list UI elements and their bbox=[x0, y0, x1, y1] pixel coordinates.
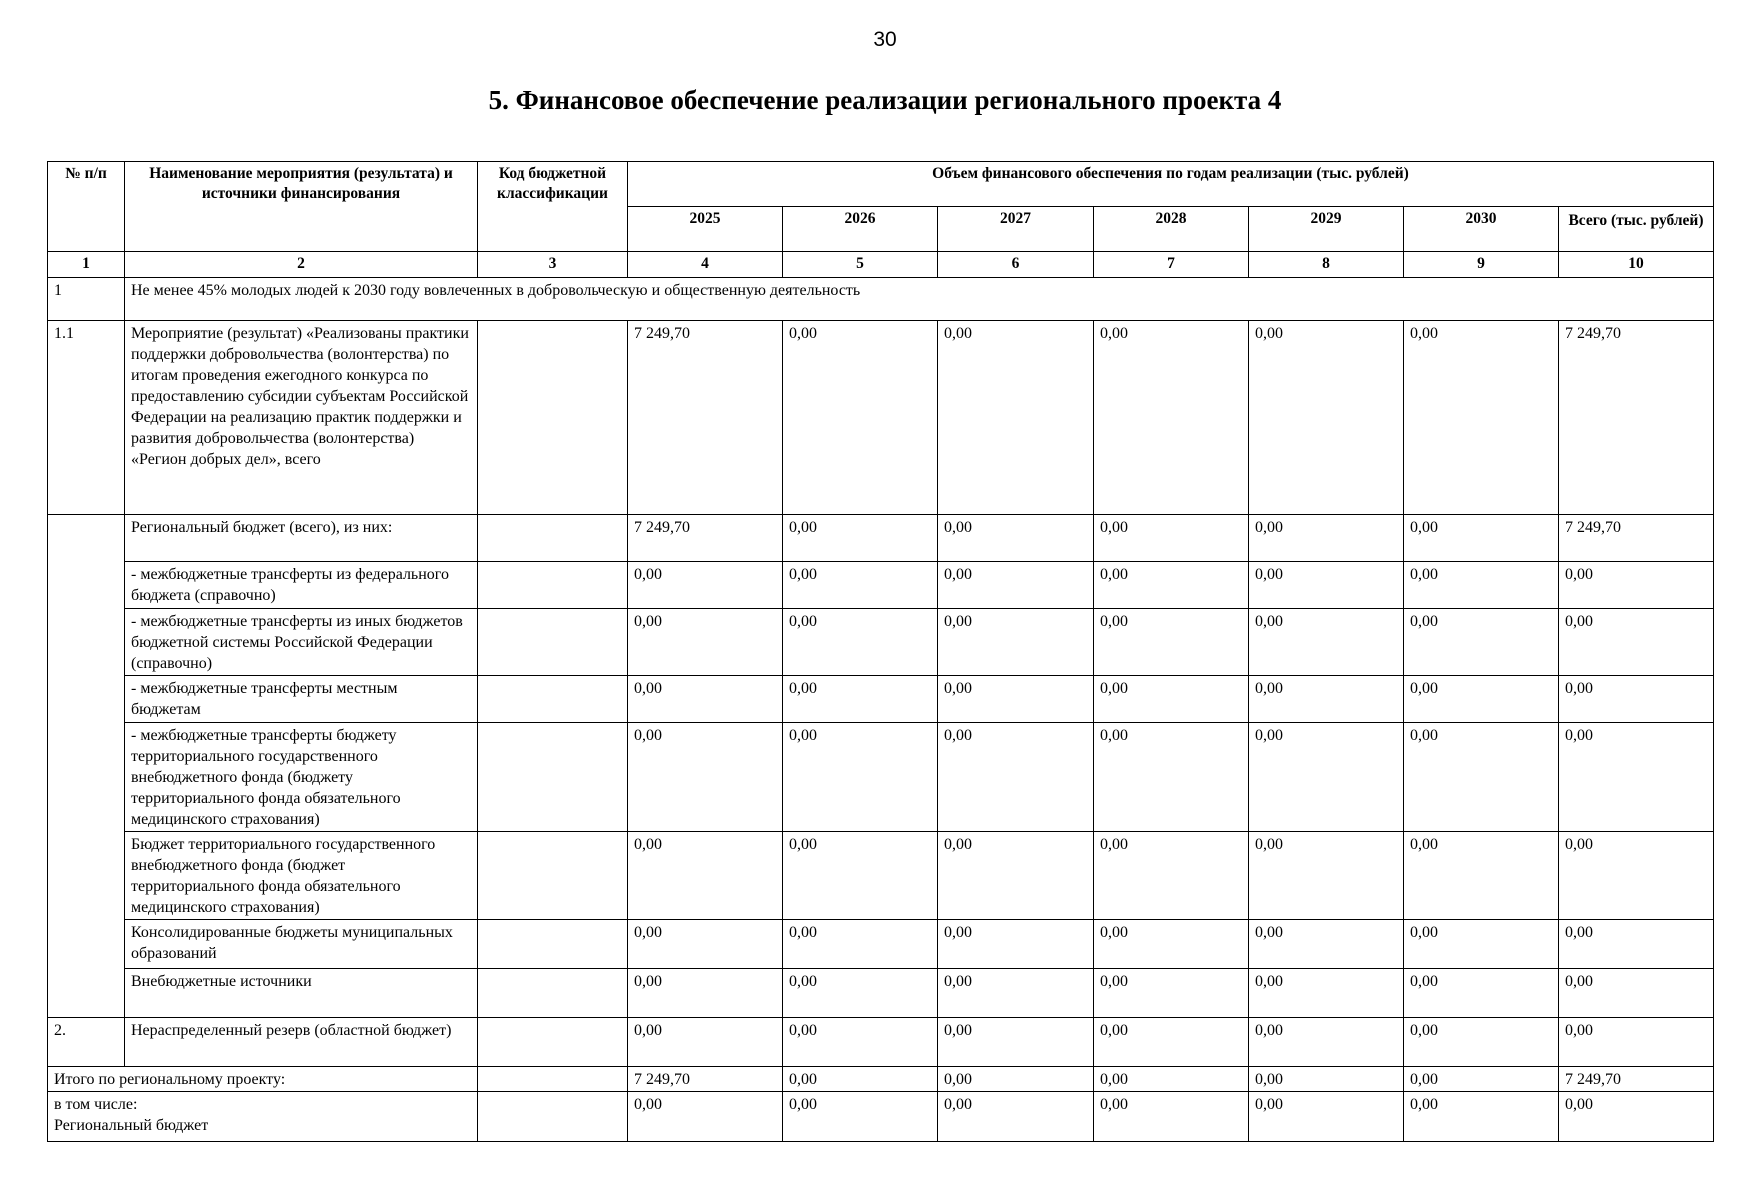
row-name: Бюджет территориального государственного внебюджетного фонда (бюджет территориального фонда обязательного медицинского страхования) bbox=[125, 832, 478, 920]
row-name: - межбюджетные трансферты из иных бюджетов бюджетной системы Российской Федерации (справочно) bbox=[125, 609, 478, 676]
row-year-value: 0,00 bbox=[628, 969, 783, 1018]
row-name: Внебюджетные источники bbox=[125, 969, 478, 1018]
row-budget-code bbox=[478, 609, 628, 676]
row-year-value: 0,00 bbox=[938, 1018, 1094, 1067]
row-total-value: 0,00 bbox=[1559, 1018, 1714, 1067]
total-label bbox=[48, 1092, 478, 1142]
row-year-value: 0,00 bbox=[628, 676, 783, 723]
row-number bbox=[48, 515, 125, 1018]
header-row bbox=[48, 162, 1714, 207]
row-total-value: 0,00 bbox=[1559, 723, 1714, 832]
row-total-value: 7 249,70 bbox=[1559, 321, 1714, 515]
row-year-value: 0,00 bbox=[1404, 676, 1559, 723]
section-number: 1 bbox=[48, 278, 125, 321]
total-value: 0,00 bbox=[1404, 1067, 1559, 1092]
row-year-value: 0,00 bbox=[938, 515, 1094, 562]
row-year-value: 0,00 bbox=[1094, 321, 1249, 515]
row-year-value: 0,00 bbox=[1094, 609, 1249, 676]
header-year: 2030 bbox=[1404, 207, 1559, 252]
row-year-value: 0,00 bbox=[1404, 1018, 1559, 1067]
column-number: 10 bbox=[1559, 252, 1714, 278]
row-number: 1.1 bbox=[48, 321, 125, 515]
row-year-value: 0,00 bbox=[1404, 920, 1559, 969]
row-year-value: 0,00 bbox=[628, 920, 783, 969]
row-year-value: 0,00 bbox=[1094, 515, 1249, 562]
total-row bbox=[48, 1092, 1714, 1142]
row-year-value: 0,00 bbox=[783, 723, 938, 832]
row-year-value: 0,00 bbox=[1094, 723, 1249, 832]
column-number: 4 bbox=[628, 252, 783, 278]
row-total-value: 0,00 bbox=[1559, 969, 1714, 1018]
row-year-value: 0,00 bbox=[1094, 1018, 1249, 1067]
page-number: 30 bbox=[873, 28, 897, 51]
page-title: 5. Финансовое обеспечение реализации регионального проекта 4 bbox=[488, 85, 1282, 115]
row-year-value: 0,00 bbox=[1404, 969, 1559, 1018]
total-value: 0,00 bbox=[1404, 1092, 1559, 1142]
table-row bbox=[48, 969, 1714, 1018]
header-num: № п/п bbox=[48, 162, 125, 252]
row-year-value: 7 249,70 bbox=[628, 321, 783, 515]
total-label: Итого по региональному проекту: bbox=[48, 1067, 478, 1092]
row-year-value: 0,00 bbox=[1094, 832, 1249, 920]
header-year: 2026 bbox=[783, 207, 938, 252]
row-year-value: 0,00 bbox=[628, 832, 783, 920]
row-year-value: 0,00 bbox=[938, 969, 1094, 1018]
row-year-value: 0,00 bbox=[783, 515, 938, 562]
row-year-value: 0,00 bbox=[1404, 832, 1559, 920]
header-year: 2028 bbox=[1094, 207, 1249, 252]
row-year-value: 0,00 bbox=[1404, 609, 1559, 676]
total-value: 0,00 bbox=[1249, 1067, 1404, 1092]
row-year-value: 0,00 bbox=[1404, 321, 1559, 515]
total-value: 0,00 bbox=[783, 1067, 938, 1092]
row-name: Консолидированные бюджеты муниципальных образований bbox=[125, 920, 478, 969]
table-row bbox=[48, 832, 1714, 920]
column-numbers-row bbox=[48, 252, 1714, 278]
row-year-value: 0,00 bbox=[783, 321, 938, 515]
total-value: 0,00 bbox=[783, 1092, 938, 1142]
row-year-value: 0,00 bbox=[938, 920, 1094, 969]
total-value: 0,00 bbox=[1094, 1067, 1249, 1092]
row-name: Нераспределенный резерв (областной бюджет) bbox=[125, 1018, 478, 1067]
row-total-value: 0,00 bbox=[1559, 676, 1714, 723]
row-total-value: 0,00 bbox=[1559, 562, 1714, 609]
table-row bbox=[48, 920, 1714, 969]
row-budget-code bbox=[478, 562, 628, 609]
row-budget-code bbox=[478, 969, 628, 1018]
row-year-value: 0,00 bbox=[1249, 321, 1404, 515]
table-row bbox=[48, 1018, 1714, 1067]
column-number: 1 bbox=[48, 252, 125, 278]
row-budget-code bbox=[478, 515, 628, 562]
column-number: 7 bbox=[1094, 252, 1249, 278]
row-year-value: 0,00 bbox=[1404, 723, 1559, 832]
header-total: Всего (тыс. рублей) bbox=[1559, 207, 1714, 252]
total-row bbox=[48, 1067, 1714, 1092]
row-year-value: 7 249,70 bbox=[628, 515, 783, 562]
row-budget-code bbox=[478, 832, 628, 920]
row-year-value: 0,00 bbox=[628, 1018, 783, 1067]
row-budget-code bbox=[478, 723, 628, 832]
row-year-value: 0,00 bbox=[628, 723, 783, 832]
total-value: 0,00 bbox=[628, 1092, 783, 1142]
row-year-value: 0,00 bbox=[1249, 1018, 1404, 1067]
total-value: 7 249,70 bbox=[628, 1067, 783, 1092]
row-name: - межбюджетные трансферты из федерального бюджета (справочно) bbox=[125, 562, 478, 609]
row-year-value: 0,00 bbox=[1249, 562, 1404, 609]
row-total-value: 7 249,70 bbox=[1559, 515, 1714, 562]
row-year-value: 0,00 bbox=[1094, 676, 1249, 723]
table-row bbox=[48, 609, 1714, 676]
row-year-value: 0,00 bbox=[783, 969, 938, 1018]
row-year-value: 0,00 bbox=[938, 676, 1094, 723]
row-name: Мероприятие (результат) «Реализованы практики поддержки добровольчества (волонтерства) по итогам проведения ежегодного конкурса по предоставлению субсидии субъектам Российской Федерации на реализацию практик поддержки и развития добровольчества (волонтерства) «Регион добрых дел», всего bbox=[125, 321, 478, 515]
table-row bbox=[48, 515, 1714, 562]
row-year-value: 0,00 bbox=[938, 723, 1094, 832]
row-budget-code bbox=[478, 676, 628, 723]
total-value: 0,00 bbox=[1249, 1092, 1404, 1142]
row-budget-code bbox=[478, 321, 628, 515]
column-number: 8 bbox=[1249, 252, 1404, 278]
row-year-value: 0,00 bbox=[1094, 969, 1249, 1018]
row-year-value: 0,00 bbox=[1249, 609, 1404, 676]
row-year-value: 0,00 bbox=[783, 609, 938, 676]
row-name: - межбюджетные трансферты местным бюджетам bbox=[125, 676, 478, 723]
row-year-value: 0,00 bbox=[1249, 676, 1404, 723]
column-number: 5 bbox=[783, 252, 938, 278]
row-total-value: 0,00 bbox=[1559, 609, 1714, 676]
total-label-line: Региональный бюджет bbox=[54, 1117, 209, 1134]
financing-table bbox=[47, 161, 1714, 1142]
column-number: 6 bbox=[938, 252, 1094, 278]
total-label-line: в том числе: bbox=[54, 1096, 138, 1113]
header-year: 2027 bbox=[938, 207, 1094, 252]
header-volume: Объем финансового обеспечения по годам реализации (тыс. рублей) bbox=[628, 162, 1714, 207]
row-year-value: 0,00 bbox=[1249, 920, 1404, 969]
column-number: 9 bbox=[1404, 252, 1559, 278]
row-total-value: 0,00 bbox=[1559, 832, 1714, 920]
row-year-value: 0,00 bbox=[938, 321, 1094, 515]
table-row bbox=[48, 723, 1714, 832]
row-year-value: 0,00 bbox=[1404, 515, 1559, 562]
row-year-value: 0,00 bbox=[783, 920, 938, 969]
total-value: 0,00 bbox=[1094, 1092, 1249, 1142]
row-year-value: 0,00 bbox=[628, 562, 783, 609]
total-value: 7 249,70 bbox=[1559, 1067, 1714, 1092]
row-budget-code bbox=[478, 1018, 628, 1067]
row-number: 2. bbox=[48, 1018, 125, 1067]
row-year-value: 0,00 bbox=[1404, 562, 1559, 609]
row-year-value: 0,00 bbox=[628, 609, 783, 676]
header-year: 2029 bbox=[1249, 207, 1404, 252]
row-year-value: 0,00 bbox=[938, 562, 1094, 609]
row-year-value: 0,00 bbox=[1094, 920, 1249, 969]
row-name: - межбюджетные трансферты бюджету территориального государственного внебюджетного фонда (бюджету территориального фонда обязательного медицинского страхования) bbox=[125, 723, 478, 832]
row-year-value: 0,00 bbox=[938, 609, 1094, 676]
row-name: Региональный бюджет (всего), из них: bbox=[125, 515, 478, 562]
header-name: Наименование мероприятия (результата) и источники финансирования bbox=[125, 162, 478, 252]
total-value: 0,00 bbox=[1559, 1092, 1714, 1142]
total-value: 0,00 bbox=[938, 1067, 1094, 1092]
total-budget-code bbox=[478, 1067, 628, 1092]
row-year-value: 0,00 bbox=[1249, 723, 1404, 832]
row-year-value: 0,00 bbox=[783, 562, 938, 609]
section-text: Не менее 45% молодых людей к 2030 году вовлеченных в добровольческую и общественную деятельность bbox=[125, 278, 1714, 321]
table-row bbox=[48, 321, 1714, 515]
total-budget-code bbox=[478, 1092, 628, 1142]
row-total-value: 0,00 bbox=[1559, 920, 1714, 969]
row-year-value: 0,00 bbox=[1094, 562, 1249, 609]
column-number: 2 bbox=[125, 252, 478, 278]
header-year: 2025 bbox=[628, 207, 783, 252]
section-row bbox=[48, 278, 1714, 321]
row-year-value: 0,00 bbox=[1249, 515, 1404, 562]
column-number: 3 bbox=[478, 252, 628, 278]
header-code: Код бюджетной классификации bbox=[478, 162, 628, 252]
row-budget-code bbox=[478, 920, 628, 969]
row-year-value: 0,00 bbox=[1249, 969, 1404, 1018]
row-year-value: 0,00 bbox=[783, 676, 938, 723]
row-year-value: 0,00 bbox=[938, 832, 1094, 920]
table-row bbox=[48, 676, 1714, 723]
row-year-value: 0,00 bbox=[783, 832, 938, 920]
table-row bbox=[48, 562, 1714, 609]
row-year-value: 0,00 bbox=[783, 1018, 938, 1067]
row-year-value: 0,00 bbox=[1249, 832, 1404, 920]
total-value: 0,00 bbox=[938, 1092, 1094, 1142]
